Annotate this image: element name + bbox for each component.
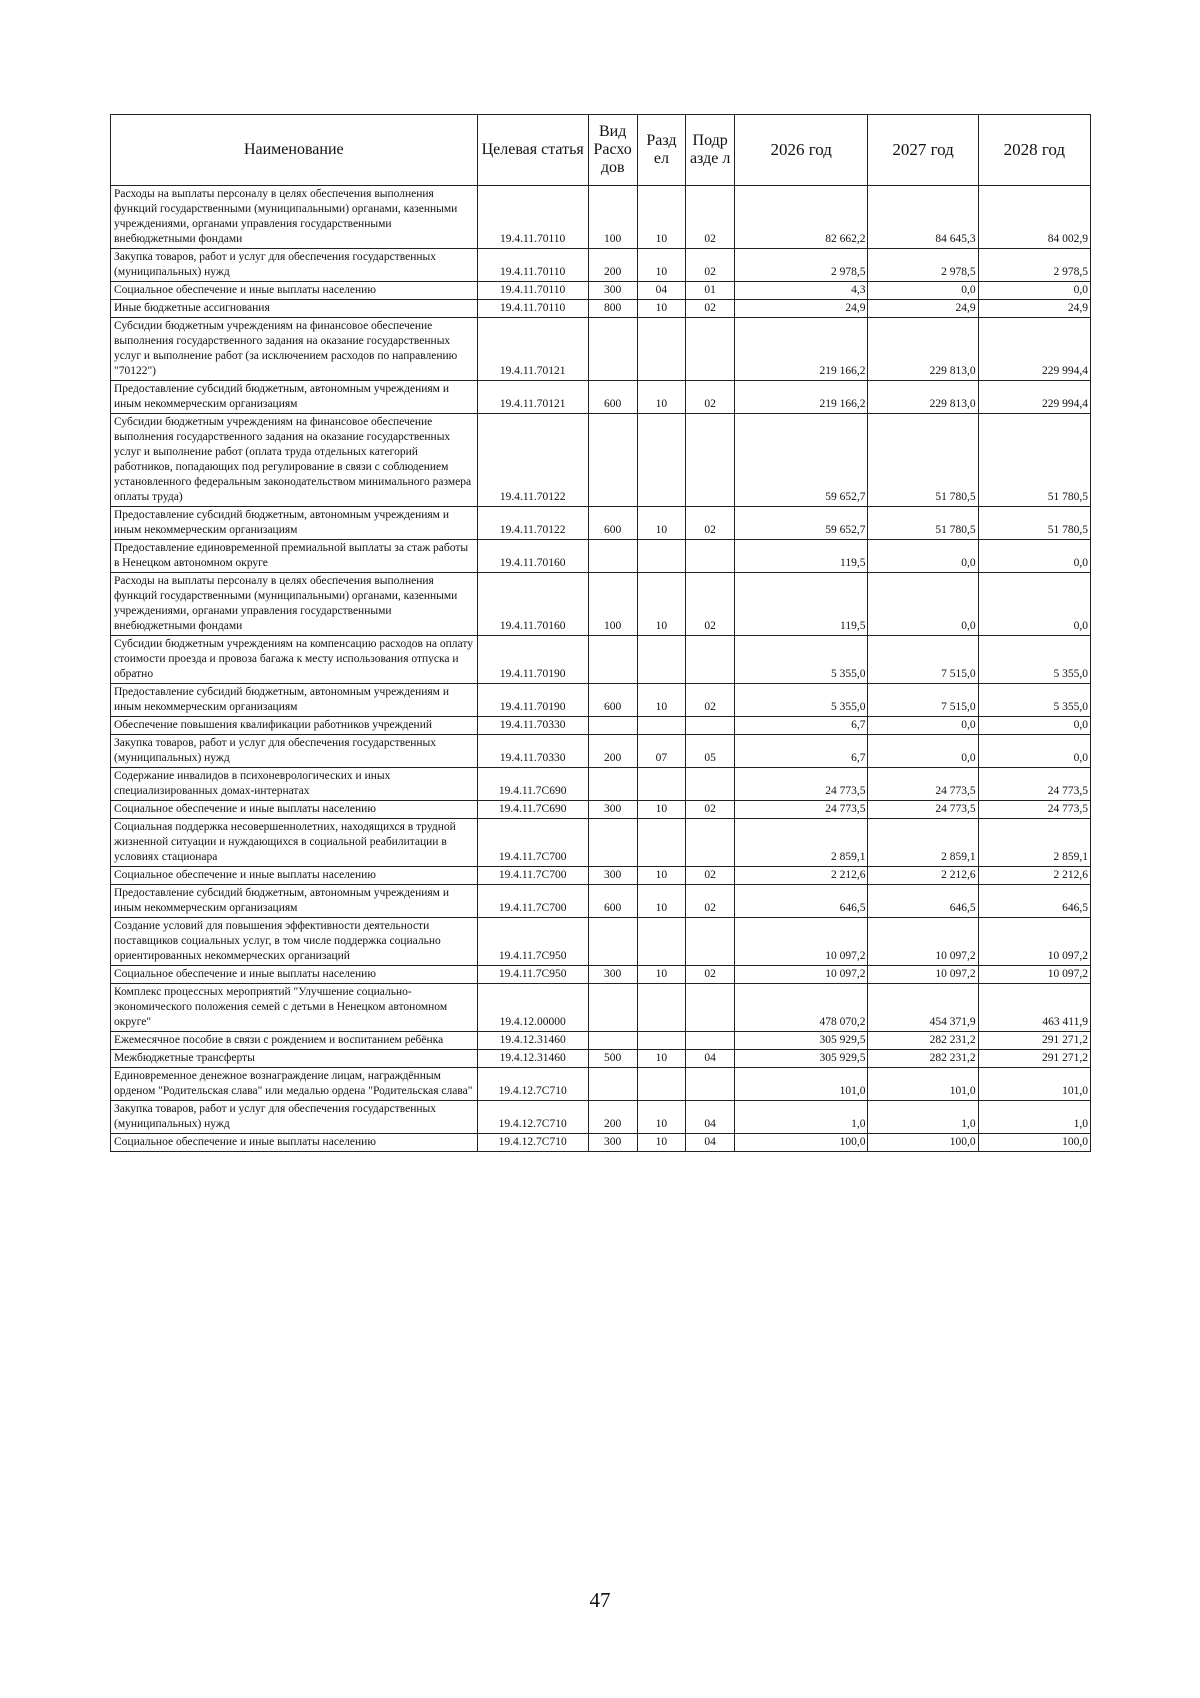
- cell-y2026: 305 929,5: [735, 1050, 868, 1068]
- table-row: [111, 414, 1091, 507]
- cell-y2028: 100,0: [978, 1134, 1090, 1152]
- cell-name: Субсидии бюджетным учреждениям на финансовое обеспечение выполнения государственного задания на оказание государственных услуг и выполнение работ (оплата труда отдельных категорий работников, попадающих под регулирование в связи с соблюдением установленного федеральным законодательством минимального размера оплаты труда): [111, 414, 478, 507]
- cell-name: Социальное обеспечение и иные выплаты населению: [111, 801, 478, 819]
- cell-podrazdel: 02: [686, 684, 735, 717]
- cell-podrazdel: 02: [686, 966, 735, 984]
- cell-article: 19.4.11.70121: [477, 318, 588, 381]
- cell-vid: 600: [588, 381, 637, 414]
- cell-y2026: 219 166,2: [735, 381, 868, 414]
- cell-razdel: [637, 1032, 686, 1050]
- cell-y2027: 24 773,5: [868, 801, 978, 819]
- cell-name: Предоставление субсидий бюджетным, автономным учреждениям и иным некоммерческим организациям: [111, 684, 478, 717]
- cell-name: Закупка товаров, работ и услуг для обеспечения государственных (муниципальных) нужд: [111, 249, 478, 282]
- table-row: [111, 918, 1091, 966]
- cell-vid: 200: [588, 735, 637, 768]
- cell-article: 19.4.11.7С690: [477, 768, 588, 801]
- cell-y2027: 2 859,1: [868, 819, 978, 867]
- cell-y2027: 100,0: [868, 1134, 978, 1152]
- cell-name: Расходы на выплаты персоналу в целях обеспечения выполнения функций государственными (муниципальными) органами, казенными учреждениями, органами управления государственными внебюджетными фондами: [111, 573, 478, 636]
- cell-vid: [588, 717, 637, 735]
- cell-article: 19.4.11.70122: [477, 414, 588, 507]
- cell-article: 19.4.11.7С700: [477, 819, 588, 867]
- cell-article: 19.4.11.70122: [477, 507, 588, 540]
- cell-article: 19.4.11.70330: [477, 717, 588, 735]
- cell-y2027: 7 515,0: [868, 636, 978, 684]
- cell-y2026: 6,7: [735, 735, 868, 768]
- cell-podrazdel: [686, 636, 735, 684]
- cell-name: Предоставление субсидий бюджетным, автономным учреждениям и иным некоммерческим организациям: [111, 885, 478, 918]
- cell-y2027: 0,0: [868, 573, 978, 636]
- table-row: [111, 1050, 1091, 1068]
- cell-podrazdel: 02: [686, 867, 735, 885]
- cell-vid: 600: [588, 507, 637, 540]
- cell-name: Создание условий для повышения эффективности деятельности поставщиков социальных услуг, в том числе поддержка социально ориентированных некоммерческих организаций: [111, 918, 478, 966]
- cell-name: Субсидии бюджетным учреждениям на компенсацию расходов на оплату стоимости проезда и провоза багажа к месту использования отпуска и обратно: [111, 636, 478, 684]
- cell-y2027: 646,5: [868, 885, 978, 918]
- cell-podrazdel: 04: [686, 1050, 735, 1068]
- cell-razdel: 10: [637, 507, 686, 540]
- cell-razdel: 10: [637, 249, 686, 282]
- cell-y2026: 2 859,1: [735, 819, 868, 867]
- cell-y2027: 84 645,3: [868, 186, 978, 249]
- cell-vid: [588, 414, 637, 507]
- table-body: [111, 186, 1091, 1152]
- cell-y2028: 51 780,5: [978, 414, 1090, 507]
- table-row: [111, 540, 1091, 573]
- cell-razdel: [637, 540, 686, 573]
- cell-vid: 300: [588, 867, 637, 885]
- cell-name: Закупка товаров, работ и услуг для обеспечения государственных (муниципальных) нужд: [111, 735, 478, 768]
- cell-podrazdel: 04: [686, 1134, 735, 1152]
- cell-y2026: 2 978,5: [735, 249, 868, 282]
- cell-y2026: 59 652,7: [735, 507, 868, 540]
- cell-y2026: 478 070,2: [735, 984, 868, 1032]
- cell-razdel: 10: [637, 885, 686, 918]
- cell-y2028: 51 780,5: [978, 507, 1090, 540]
- table-row: [111, 984, 1091, 1032]
- cell-name: Закупка товаров, работ и услуг для обеспечения государственных (муниципальных) нужд: [111, 1101, 478, 1134]
- table-row: [111, 573, 1091, 636]
- header-article: Целевая статья: [477, 115, 588, 186]
- cell-vid: 500: [588, 1050, 637, 1068]
- cell-razdel: 10: [637, 186, 686, 249]
- cell-y2026: 10 097,2: [735, 918, 868, 966]
- cell-article: 19.4.11.70110: [477, 249, 588, 282]
- cell-podrazdel: [686, 318, 735, 381]
- cell-y2027: 24,9: [868, 300, 978, 318]
- cell-article: 19.4.11.7С690: [477, 801, 588, 819]
- table-row: [111, 249, 1091, 282]
- cell-podrazdel: 02: [686, 300, 735, 318]
- cell-podrazdel: [686, 768, 735, 801]
- cell-razdel: 10: [637, 867, 686, 885]
- cell-razdel: 10: [637, 300, 686, 318]
- cell-podrazdel: 01: [686, 282, 735, 300]
- table-row: [111, 801, 1091, 819]
- cell-y2028: 101,0: [978, 1068, 1090, 1101]
- cell-y2028: 0,0: [978, 735, 1090, 768]
- cell-y2027: 2 978,5: [868, 249, 978, 282]
- cell-vid: [588, 918, 637, 966]
- cell-y2028: 24 773,5: [978, 768, 1090, 801]
- cell-vid: [588, 819, 637, 867]
- table-row: [111, 1068, 1091, 1101]
- header-2028: 2028 год: [978, 115, 1090, 186]
- cell-name: Предоставление субсидий бюджетным, автономным учреждениям и иным некоммерческим организациям: [111, 507, 478, 540]
- cell-razdel: [637, 717, 686, 735]
- cell-razdel: 10: [637, 1101, 686, 1134]
- cell-podrazdel: 05: [686, 735, 735, 768]
- cell-podrazdel: 04: [686, 1101, 735, 1134]
- cell-y2028: 229 994,4: [978, 318, 1090, 381]
- table-row: [111, 282, 1091, 300]
- header-2027: 2027 год: [868, 115, 978, 186]
- cell-y2027: 282 231,2: [868, 1032, 978, 1050]
- cell-y2028: 10 097,2: [978, 918, 1090, 966]
- cell-razdel: 10: [637, 966, 686, 984]
- header-razdel: Разд ел: [637, 115, 686, 186]
- cell-podrazdel: 02: [686, 801, 735, 819]
- cell-y2028: 24,9: [978, 300, 1090, 318]
- cell-article: 19.4.11.70110: [477, 282, 588, 300]
- cell-y2027: 0,0: [868, 735, 978, 768]
- cell-article: 19.4.11.7С950: [477, 966, 588, 984]
- cell-podrazdel: 02: [686, 186, 735, 249]
- cell-vid: [588, 984, 637, 1032]
- table-row: [111, 636, 1091, 684]
- cell-razdel: 10: [637, 801, 686, 819]
- cell-name: Содержание инвалидов в психоневрологических и иных специализированных домах-интернатах: [111, 768, 478, 801]
- cell-y2028: 646,5: [978, 885, 1090, 918]
- cell-y2027: 282 231,2: [868, 1050, 978, 1068]
- table-row: [111, 507, 1091, 540]
- cell-razdel: [637, 768, 686, 801]
- cell-podrazdel: [686, 414, 735, 507]
- table-row: [111, 885, 1091, 918]
- cell-vid: [588, 318, 637, 381]
- cell-y2027: 7 515,0: [868, 684, 978, 717]
- cell-vid: [588, 540, 637, 573]
- cell-name: Обеспечение повышения квалификации работников учреждений: [111, 717, 478, 735]
- cell-name: Социальная поддержка несовершеннолетних, находящихся в трудной жизненной ситуации и нуждающихся в социальной реабилитации в условиях стационара: [111, 819, 478, 867]
- cell-vid: 100: [588, 573, 637, 636]
- cell-y2028: 1,0: [978, 1101, 1090, 1134]
- cell-y2028: 0,0: [978, 282, 1090, 300]
- cell-vid: 200: [588, 1101, 637, 1134]
- cell-article: 19.4.11.70160: [477, 540, 588, 573]
- cell-name: Ежемесячное пособие в связи с рождением и воспитанием ребёнка: [111, 1032, 478, 1050]
- table-row: [111, 186, 1091, 249]
- cell-y2027: 229 813,0: [868, 381, 978, 414]
- cell-vid: 800: [588, 300, 637, 318]
- cell-article: 19.4.11.70110: [477, 186, 588, 249]
- cell-y2026: 119,5: [735, 540, 868, 573]
- cell-article: 19.4.12.31460: [477, 1050, 588, 1068]
- budget-table: [110, 114, 1091, 1152]
- cell-name: Предоставление субсидий бюджетным, автономным учреждениям и иным некоммерческим организациям: [111, 381, 478, 414]
- table-row: [111, 966, 1091, 984]
- cell-y2026: 119,5: [735, 573, 868, 636]
- table-row: [111, 867, 1091, 885]
- cell-y2026: 646,5: [735, 885, 868, 918]
- cell-article: 19.4.11.7С950: [477, 918, 588, 966]
- cell-podrazdel: 02: [686, 381, 735, 414]
- table-row: [111, 717, 1091, 735]
- cell-y2027: 24 773,5: [868, 768, 978, 801]
- header-row: [111, 115, 1091, 186]
- cell-y2027: 51 780,5: [868, 414, 978, 507]
- cell-article: 19.4.12.7С710: [477, 1068, 588, 1101]
- cell-name: Предоставление единовременной премиальной выплаты за стаж работы в Ненецком автономном округе: [111, 540, 478, 573]
- cell-y2028: 5 355,0: [978, 636, 1090, 684]
- cell-y2027: 10 097,2: [868, 966, 978, 984]
- cell-vid: 600: [588, 885, 637, 918]
- cell-y2027: 0,0: [868, 540, 978, 573]
- cell-vid: [588, 1032, 637, 1050]
- cell-y2028: 229 994,4: [978, 381, 1090, 414]
- cell-y2027: 2 212,6: [868, 867, 978, 885]
- cell-name: Комплекс процессных мероприятий "Улучшение социально-экономического положения семей с детьми в Ненецком автономном округе": [111, 984, 478, 1032]
- cell-razdel: [637, 918, 686, 966]
- cell-y2026: 100,0: [735, 1134, 868, 1152]
- cell-razdel: 10: [637, 573, 686, 636]
- cell-razdel: 10: [637, 381, 686, 414]
- cell-razdel: 07: [637, 735, 686, 768]
- table-row: [111, 300, 1091, 318]
- cell-y2028: 24 773,5: [978, 801, 1090, 819]
- table-row: [111, 1032, 1091, 1050]
- cell-vid: [588, 636, 637, 684]
- cell-razdel: 10: [637, 684, 686, 717]
- cell-vid: 100: [588, 186, 637, 249]
- cell-article: 19.4.12.31460: [477, 1032, 588, 1050]
- cell-y2028: 463 411,9: [978, 984, 1090, 1032]
- cell-article: 19.4.11.70190: [477, 636, 588, 684]
- table-row: [111, 684, 1091, 717]
- cell-razdel: 10: [637, 1050, 686, 1068]
- cell-y2028: 0,0: [978, 573, 1090, 636]
- cell-vid: 300: [588, 1134, 637, 1152]
- cell-article: 19.4.11.7С700: [477, 867, 588, 885]
- cell-y2027: 0,0: [868, 282, 978, 300]
- cell-y2026: 24 773,5: [735, 768, 868, 801]
- cell-y2026: 219 166,2: [735, 318, 868, 381]
- cell-article: 19.4.12.7С710: [477, 1101, 588, 1134]
- header-podrazdel: Подр азде л: [686, 115, 735, 186]
- cell-vid: [588, 1068, 637, 1101]
- cell-y2026: 5 355,0: [735, 636, 868, 684]
- table-row: [111, 1101, 1091, 1134]
- cell-vid: 300: [588, 282, 637, 300]
- cell-name: Социальное обеспечение и иные выплаты населению: [111, 867, 478, 885]
- cell-y2027: 10 097,2: [868, 918, 978, 966]
- cell-y2026: 10 097,2: [735, 966, 868, 984]
- cell-y2026: 305 929,5: [735, 1032, 868, 1050]
- cell-article: 19.4.11.70160: [477, 573, 588, 636]
- cell-y2028: 84 002,9: [978, 186, 1090, 249]
- cell-article: 19.4.11.7С700: [477, 885, 588, 918]
- cell-razdel: [637, 1068, 686, 1101]
- table-row: [111, 819, 1091, 867]
- cell-y2026: 24 773,5: [735, 801, 868, 819]
- cell-vid: 600: [588, 684, 637, 717]
- header-name: Наименование: [111, 115, 478, 186]
- cell-article: 19.4.11.70330: [477, 735, 588, 768]
- cell-razdel: 10: [637, 1134, 686, 1152]
- table-row: [111, 1134, 1091, 1152]
- cell-podrazdel: [686, 1032, 735, 1050]
- cell-y2027: 229 813,0: [868, 318, 978, 381]
- cell-vid: 300: [588, 801, 637, 819]
- cell-podrazdel: [686, 819, 735, 867]
- cell-name: Субсидии бюджетным учреждениям на финансовое обеспечение выполнения государственного задания на оказание государственных услуг и выполнение работ (за исключением расходов по направлению "70122"): [111, 318, 478, 381]
- cell-razdel: [637, 636, 686, 684]
- cell-vid: [588, 768, 637, 801]
- cell-y2028: 0,0: [978, 540, 1090, 573]
- cell-y2026: 6,7: [735, 717, 868, 735]
- cell-podrazdel: 02: [686, 249, 735, 282]
- cell-podrazdel: 02: [686, 885, 735, 918]
- cell-name: Расходы на выплаты персоналу в целях обеспечения выполнения функций государственными (муниципальными) органами, казенными учреждениями, органами управления государственными внебюджетными фондами: [111, 186, 478, 249]
- cell-y2026: 24,9: [735, 300, 868, 318]
- cell-y2028: 291 271,2: [978, 1032, 1090, 1050]
- cell-y2026: 4,3: [735, 282, 868, 300]
- cell-y2028: 2 212,6: [978, 867, 1090, 885]
- table-row: [111, 735, 1091, 768]
- cell-y2026: 5 355,0: [735, 684, 868, 717]
- cell-y2026: 82 662,2: [735, 186, 868, 249]
- cell-article: 19.4.11.70121: [477, 381, 588, 414]
- cell-y2027: 0,0: [868, 717, 978, 735]
- cell-podrazdel: 02: [686, 507, 735, 540]
- table-row: [111, 381, 1091, 414]
- cell-vid: 200: [588, 249, 637, 282]
- cell-article: 19.4.12.7С710: [477, 1134, 588, 1152]
- cell-name: Социальное обеспечение и иные выплаты населению: [111, 966, 478, 984]
- cell-y2028: 2 978,5: [978, 249, 1090, 282]
- cell-y2028: 0,0: [978, 717, 1090, 735]
- cell-razdel: [637, 819, 686, 867]
- cell-article: 19.4.11.70190: [477, 684, 588, 717]
- cell-y2027: 1,0: [868, 1101, 978, 1134]
- cell-y2026: 1,0: [735, 1101, 868, 1134]
- cell-y2026: 2 212,6: [735, 867, 868, 885]
- cell-razdel: [637, 318, 686, 381]
- cell-name: Иные бюджетные ассигнования: [111, 300, 478, 318]
- cell-article: 19.4.11.70110: [477, 300, 588, 318]
- page-number: 47: [589, 1588, 611, 1612]
- header-vid: Вид Расхо дов: [588, 115, 637, 186]
- cell-vid: 300: [588, 966, 637, 984]
- cell-podrazdel: [686, 540, 735, 573]
- cell-name: Межбюджетные трансферты: [111, 1050, 478, 1068]
- cell-name: Социальное обеспечение и иные выплаты населению: [111, 1134, 478, 1152]
- cell-podrazdel: [686, 1068, 735, 1101]
- cell-y2027: 101,0: [868, 1068, 978, 1101]
- cell-y2027: 51 780,5: [868, 507, 978, 540]
- table-row: [111, 768, 1091, 801]
- cell-article: 19.4.12.00000: [477, 984, 588, 1032]
- header-2026: 2026 год: [735, 115, 868, 186]
- cell-y2026: 59 652,7: [735, 414, 868, 507]
- table-row: [111, 318, 1091, 381]
- cell-y2028: 5 355,0: [978, 684, 1090, 717]
- cell-y2028: 291 271,2: [978, 1050, 1090, 1068]
- cell-podrazdel: 02: [686, 573, 735, 636]
- cell-razdel: [637, 984, 686, 1032]
- cell-y2027: 454 371,9: [868, 984, 978, 1032]
- cell-name: Единовременное денежное вознаграждение лицам, награждённым орденом "Родительская слава" или медалью ордена "Родительская слава": [111, 1068, 478, 1101]
- cell-y2028: 2 859,1: [978, 819, 1090, 867]
- cell-y2028: 10 097,2: [978, 966, 1090, 984]
- cell-razdel: 04: [637, 282, 686, 300]
- cell-y2026: 101,0: [735, 1068, 868, 1101]
- cell-podrazdel: [686, 717, 735, 735]
- cell-podrazdel: [686, 984, 735, 1032]
- cell-name: Социальное обеспечение и иные выплаты населению: [111, 282, 478, 300]
- cell-podrazdel: [686, 918, 735, 966]
- cell-razdel: [637, 414, 686, 507]
